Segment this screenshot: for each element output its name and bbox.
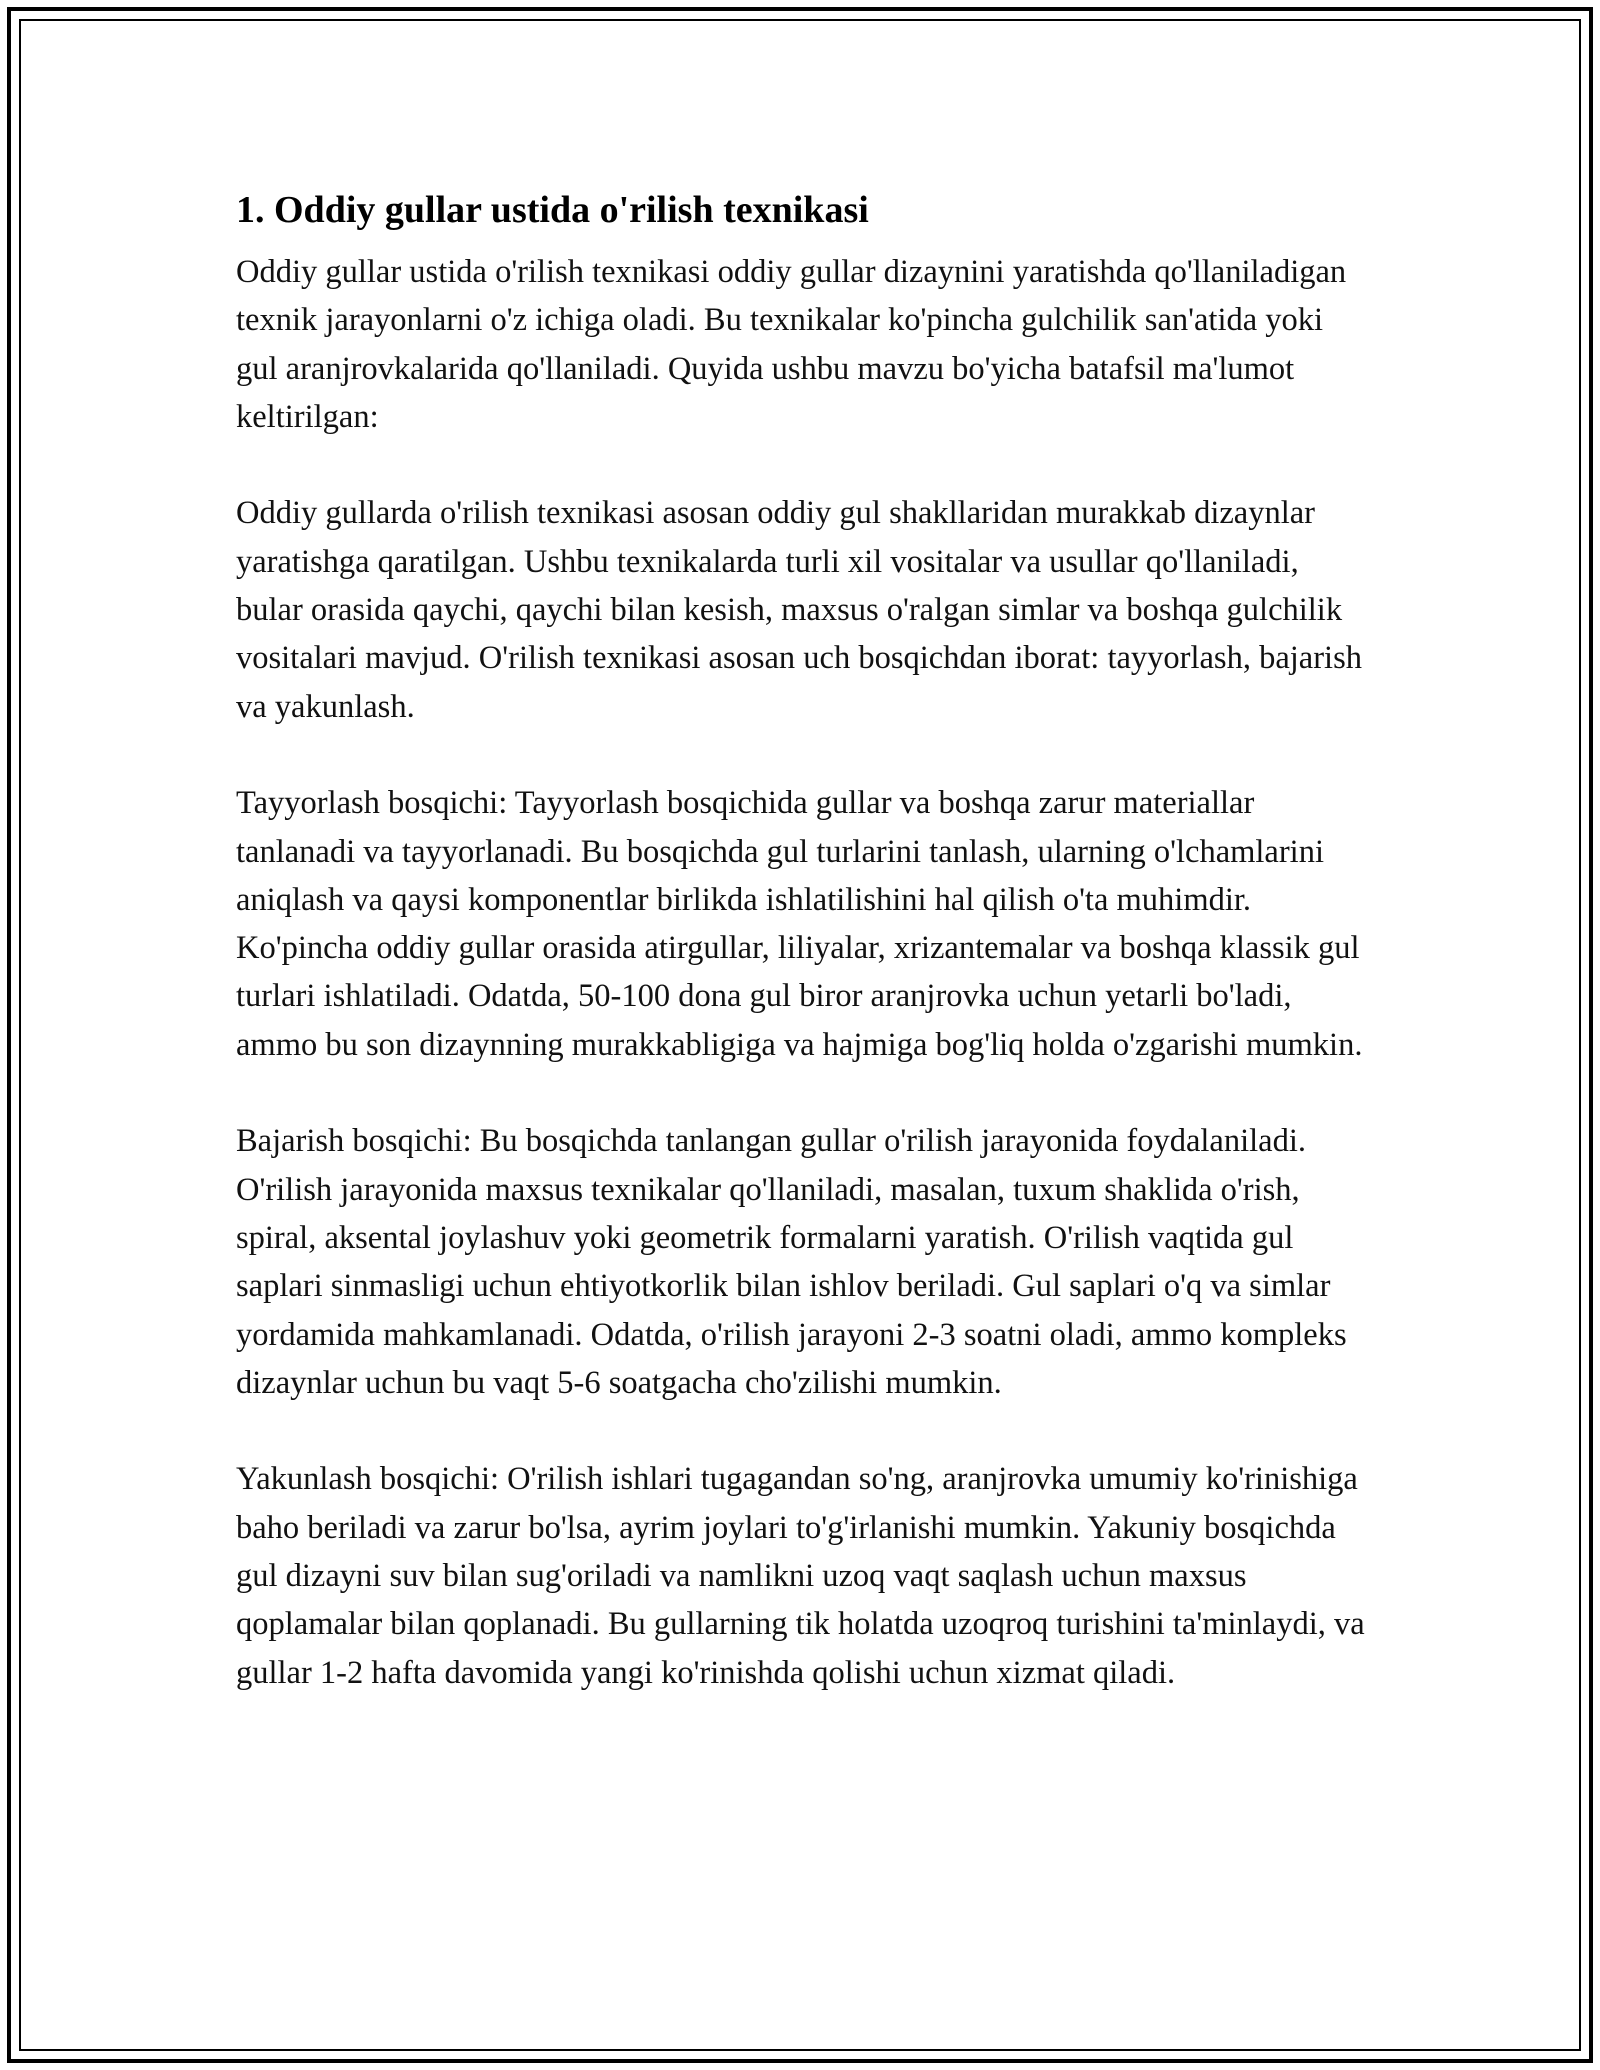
document-body xyxy=(236,186,1370,1697)
paragraph-intro: Oddiy gullar ustida o'rilish texnikasi oddiy gullar dizaynini yaratishda qo'llaniladigan texnik jarayonlarni o'z ichiga oladi. Bu texnikalar ko'pincha gulchilik san'atida yoki gul aranjrovkalarida qo'llaniladi. Quyida ushbu mavzu bo'yicha batafsil ma'lumot keltirilgan: xyxy=(236,254,1347,435)
paragraph-execution: Bajarish bosqichi: Bu bosqichda tanlangan gullar o'rilish jarayonida foydalaniladi. O'rilish jarayonida maxsus texnikalar qo'llaniladi, masalan, tuxum shaklida o'rish, spiral, aksental joylashuv yoki geometrik formalarni yaratish. O'rilish vaqtida gul saplari sinmasligi uchun ehtiyotkorlik bilan ishlov beriladi. Gul saplari o'q va simlar yordamida mahkamlanadi. Odatda, o'rilish jarayoni 2-3 soatni oladi, ammo kompleks dizaynlar uchun bu vaqt 5-6 soatgacha cho'zilishi mumkin. xyxy=(236,1123,1347,1401)
section-heading: 1. Oddiy gullar ustida o'rilish texnikasi xyxy=(236,189,869,231)
paragraph-completion: Yakunlash bosqichi: O'rilish ishlari tugagandan so'ng, aranjrovka umumiy ko'rinishiga baho beriladi va zarur bo'lsa, ayrim joylari to'g'irlanishi mumkin. Yakuniy bosqichda gul dizayni suv bilan sug'oriladi va namlikni uzoq vaqt saqlash uchun maxsus qoplamalar bilan qoplanadi. Bu gullarning tik holatda uzoqroq turishini ta'minlaydi, va gullar 1-2 hafta davomida yangi ko'rinishda qolishi uchun xizmat qiladi. xyxy=(236,1461,1365,1691)
paragraph-overview: Oddiy gullarda o'rilish texnikasi asosan oddiy gul shakllaridan murakkab dizaynlar yaratishga qaratilgan. Ushbu texnikalarda turli xil vositalar va usullar qo'llaniladi, bular orasida qaychi, qaychi bilan kesish, maxsus o'ralgan simlar va boshqa gulchilik vositalari mavjud. O'rilish texnikasi asosan uch bosqichdan iborat: tayyorlash, bajarish va yakunlash. xyxy=(236,495,1362,725)
paragraph-preparation: Tayyorlash bosqichi: Tayyorlash bosqichida gullar va boshqa zarur materiallar tanlanadi va tayyorlanadi. Bu bosqichda gul turlarini tanlash, ularning o'lchamlarini aniqlash va qaysi komponentlar birlikda ishlatilishini hal qilish o'ta muhimdir. Ko'pincha oddiy gullar orasida atirgullar, liliyalar, xrizantemalar va boshqa klassik gul turlari ishlatiladi. Odatda, 50-100 dona gul biror aranjrovka uchun yetarli bo'ladi, ammo bu son dizaynning murakkabligiga va hajmiga bog'liq holda o'zgarishi mumkin. xyxy=(236,785,1363,1063)
